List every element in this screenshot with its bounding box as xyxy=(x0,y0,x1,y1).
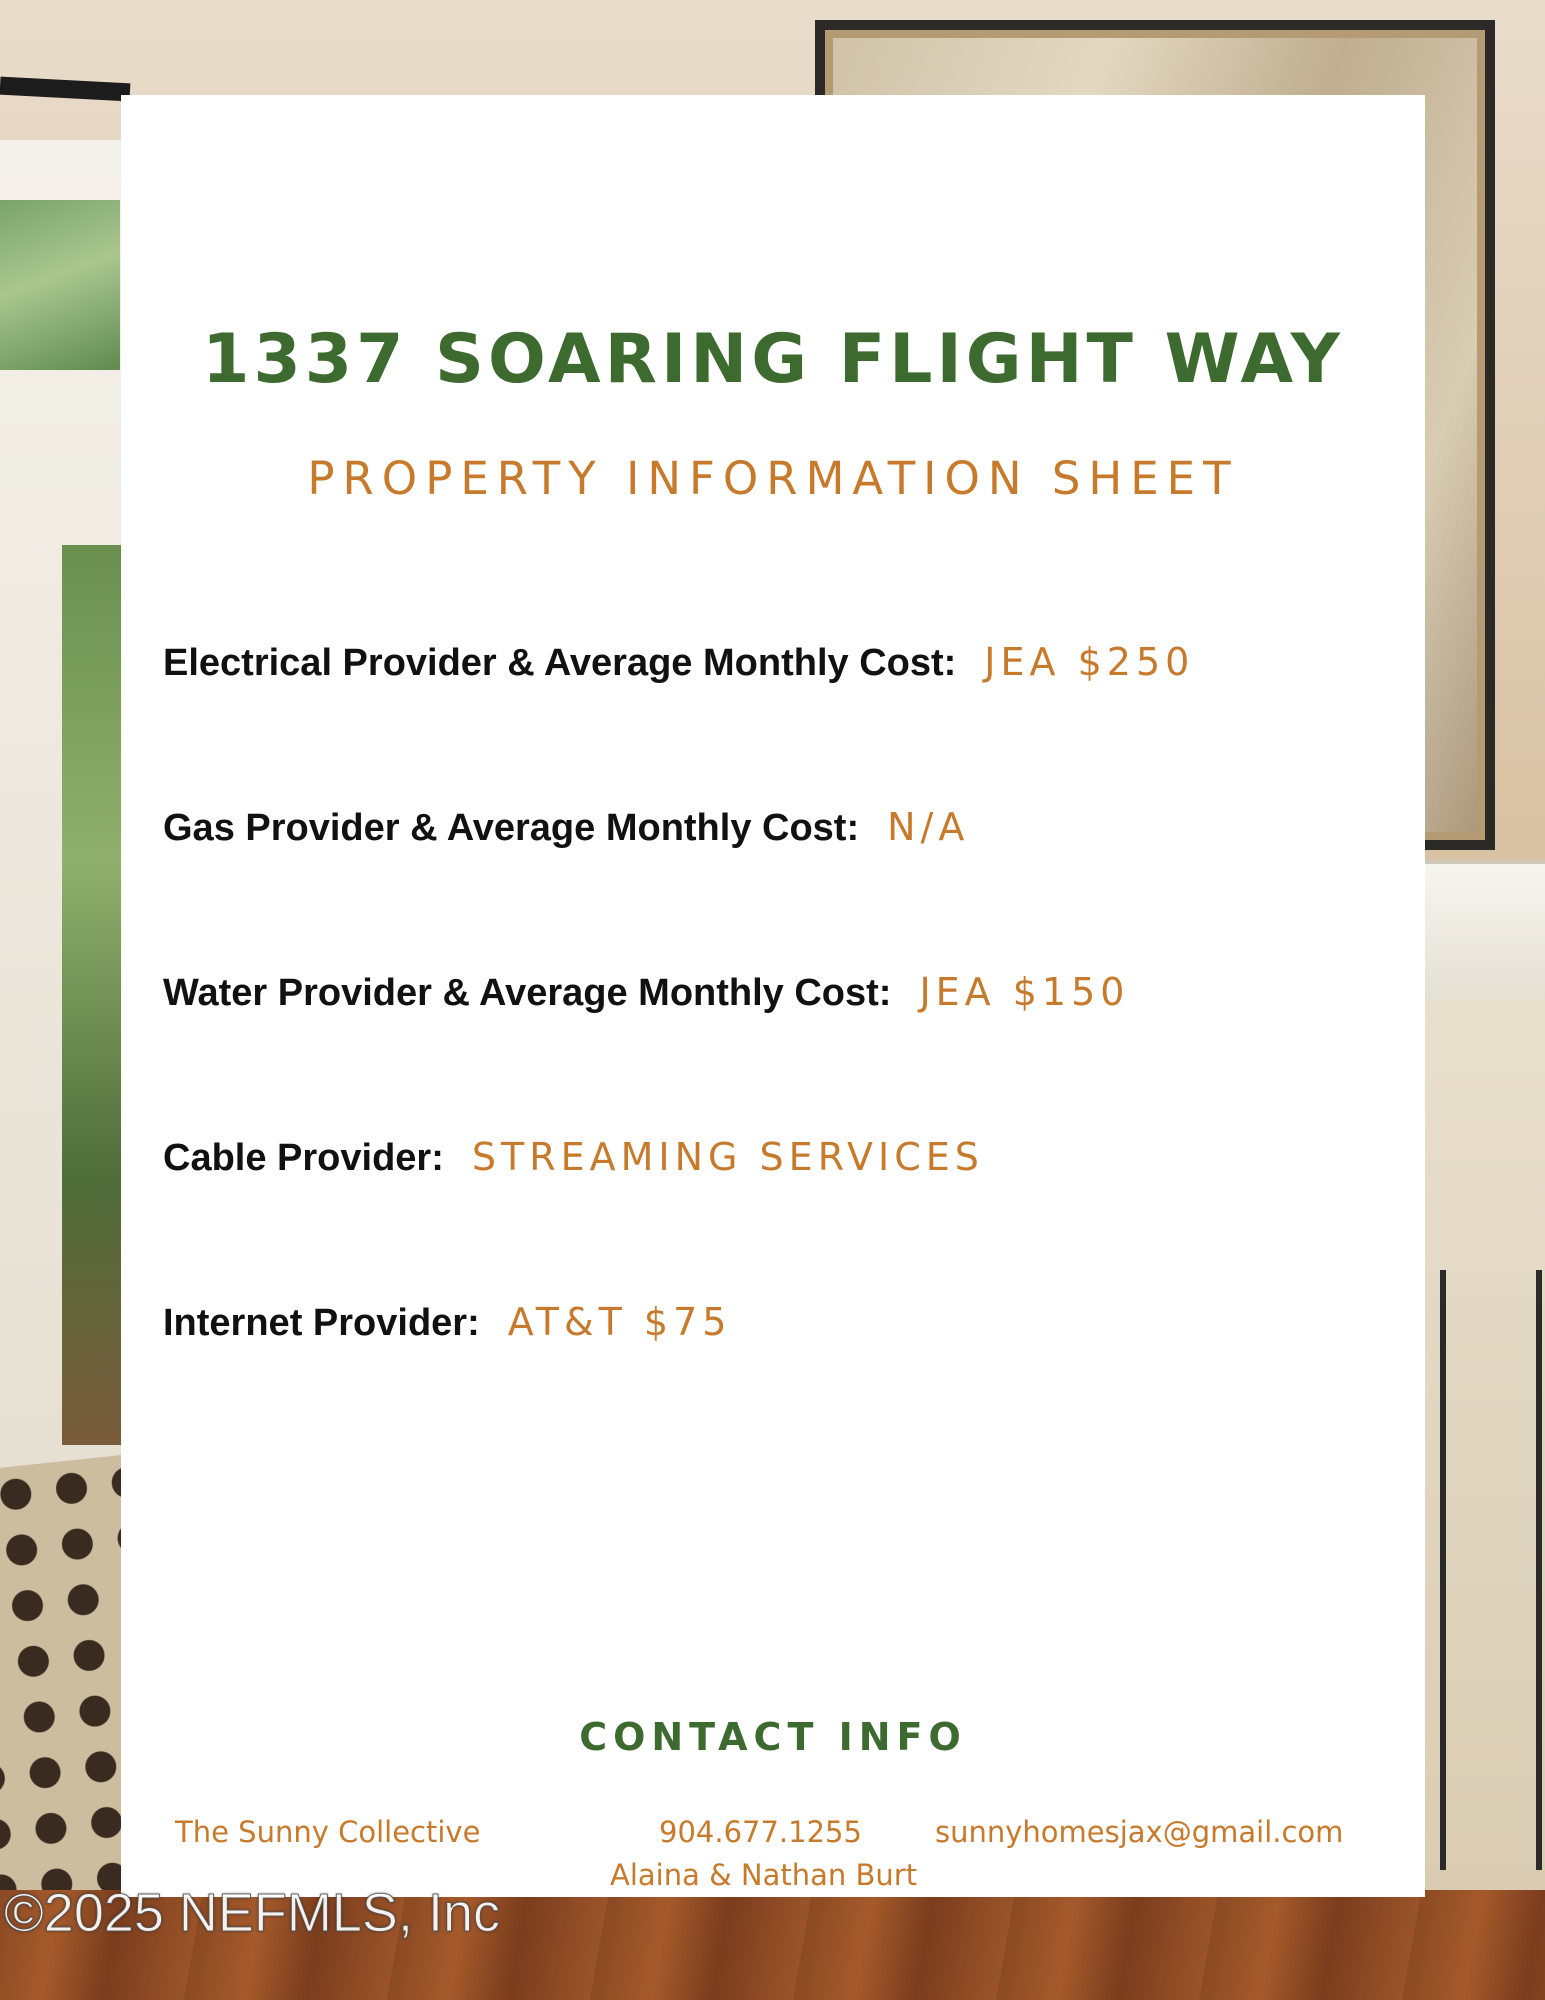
background-mantel xyxy=(1420,860,1545,1004)
background-frame xyxy=(0,77,130,102)
contact-email[interactable]: sunnyhomesjax@gmail.com xyxy=(935,1815,1344,1849)
utility-value: JEA $250 xyxy=(984,640,1195,684)
contact-phone[interactable]: 904.677.1255 xyxy=(659,1815,862,1849)
contact-heading: CONTACT INFO xyxy=(579,1715,967,1759)
property-address-title: 1337 SOARING FLIGHT WAY xyxy=(202,320,1344,399)
utility-row-water xyxy=(163,970,1129,1015)
utility-label: Gas Provider & Average Monthly Cost: xyxy=(163,807,860,849)
utility-value: N/A xyxy=(887,805,970,849)
contact-agents: Alaina & Nathan Burt xyxy=(610,1858,918,1892)
utility-row-internet xyxy=(163,1300,731,1345)
utility-value: STREAMING SERVICES xyxy=(471,1135,984,1179)
utility-label: Cable Provider: xyxy=(163,1137,444,1179)
utility-row-gas xyxy=(163,805,969,850)
copyright-watermark: ©2025 NEFMLS, Inc xyxy=(4,1883,500,1943)
utility-row-cable xyxy=(163,1135,984,1180)
utility-label: Electrical Provider & Average Monthly Cost: xyxy=(163,642,957,684)
background-window-pane xyxy=(0,200,120,370)
utility-row-electrical xyxy=(163,640,1194,685)
background-fireplace-tools xyxy=(1440,1270,1542,1870)
utility-value: AT&T $75 xyxy=(507,1300,732,1344)
information-sheet xyxy=(121,95,1425,1897)
utility-value: JEA $150 xyxy=(919,970,1130,1014)
utility-label: Internet Provider: xyxy=(163,1302,480,1344)
utility-label: Water Provider & Average Monthly Cost: xyxy=(163,972,892,1014)
sheet-subtitle: PROPERTY INFORMATION SHEET xyxy=(307,452,1239,505)
contact-company: The Sunny Collective xyxy=(175,1815,481,1849)
background-door-glass xyxy=(62,545,124,1445)
